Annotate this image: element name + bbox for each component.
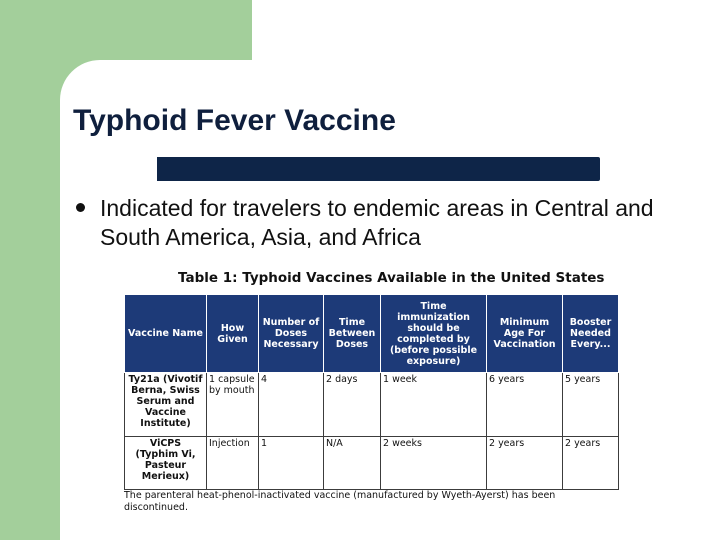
title-underline-bar	[157, 157, 600, 181]
header-vaccine-name: Vaccine Name	[125, 295, 207, 373]
header-time-between-doses: Time Between Doses	[324, 295, 381, 373]
bullet-dot-icon	[76, 203, 85, 212]
table-row	[125, 373, 619, 437]
bullet-text: Indicated for travelers to endemic areas in Central and South America, Asia, and Africa	[100, 195, 654, 250]
cell-vaccine-name: Ty21a (Vivotif Berna, Swiss Serum and Vaccine Institute)	[125, 373, 207, 437]
table-footnote: The parenteral heat-phenol-inactivated vaccine (manufactured by Wyeth-Ayerst) has been discontinued.	[124, 490, 556, 513]
cell-minimum-age: 6 years	[487, 373, 563, 437]
cell-vaccine-name: ViCPS (Typhim Vi, Pasteur Merieux)	[125, 437, 207, 490]
cell-time-between-doses: 2 days	[324, 373, 381, 437]
header-how-given: How Given	[207, 295, 259, 373]
table-row	[125, 437, 619, 490]
cell-how-given: 1 capsule by mouth	[207, 373, 259, 437]
cell-minimum-age: 2 years	[487, 437, 563, 490]
cell-how-given: Injection	[207, 437, 259, 490]
vaccine-table	[124, 294, 619, 490]
cell-booster: 5 years	[563, 373, 619, 437]
header-time-completed-by: Time immunization should be completed by (before possible exposure)	[381, 295, 487, 373]
slide-title: Typhoid Fever Vaccine	[73, 104, 396, 137]
header-number-of-doses: Number of Doses Necessary	[259, 295, 324, 373]
cell-number-of-doses: 1	[259, 437, 324, 490]
header-booster: Booster Needed Every...	[563, 295, 619, 373]
cell-booster: 2 years	[563, 437, 619, 490]
header-minimum-age: Minimum Age For Vaccination	[487, 295, 563, 373]
table-header-row	[125, 295, 619, 373]
table-caption: Table 1: Typhoid Vaccines Available in the United States	[178, 270, 605, 286]
cell-number-of-doses: 4	[259, 373, 324, 437]
cell-time-completed-by: 1 week	[381, 373, 487, 437]
cell-time-between-doses: N/A	[324, 437, 381, 490]
cell-time-completed-by: 2 weeks	[381, 437, 487, 490]
